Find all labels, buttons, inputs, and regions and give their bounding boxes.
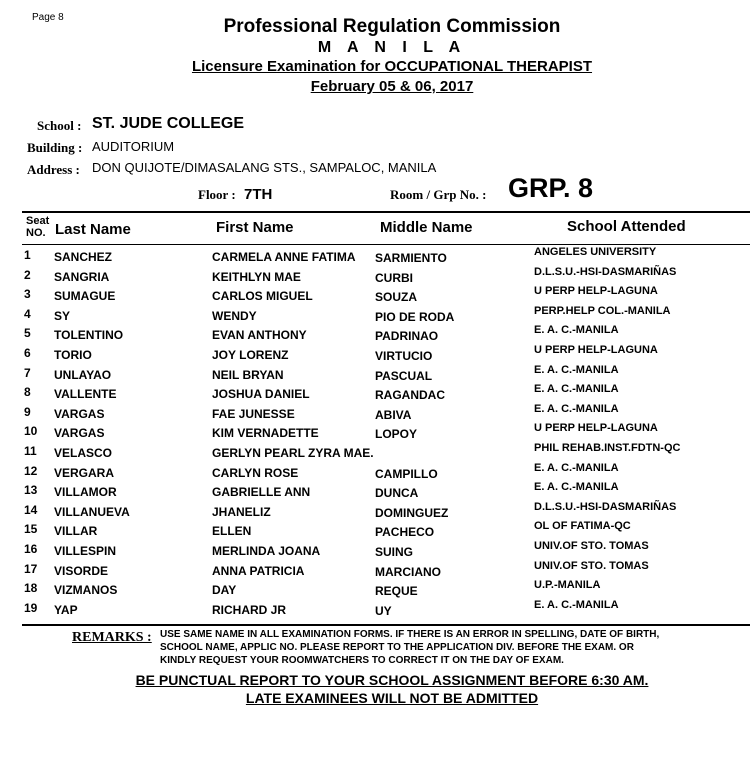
address-label: Address : xyxy=(27,162,80,177)
middle-name: PIO DE RODA xyxy=(375,309,455,324)
middle-name: DUNCA xyxy=(375,486,419,501)
seat-number: 2 xyxy=(24,267,31,282)
middle-name: PACHECO xyxy=(375,525,435,540)
last-name: VILLAR xyxy=(54,524,98,539)
punctuality-notice: BE PUNCTUAL REPORT TO YOUR SCHOOL ASSIGNMENT BEFORE 6:30 AM. xyxy=(135,672,649,688)
table-row xyxy=(0,363,750,386)
school-attended: PHIL REHAB.INST.FDTN-QC xyxy=(534,442,681,454)
seat-number: 15 xyxy=(24,522,38,537)
header-last-name: Last Name xyxy=(55,221,131,238)
school-attended: ANGELES UNIVERSITY xyxy=(534,246,657,258)
late-examinee-notice: LATE EXAMINEES WILL NOT BE ADMITTED xyxy=(245,690,539,706)
school-value: ST. JUDE COLLEGE xyxy=(92,115,245,132)
table-row xyxy=(0,581,750,601)
first-name: DAY xyxy=(212,583,237,598)
first-name: ANNA PATRICIA xyxy=(212,563,305,578)
first-name: GERLYN PEARL ZYRA MAE. xyxy=(212,446,374,460)
header-school-attended: School Attended xyxy=(567,218,686,235)
table-top-rule xyxy=(22,211,750,213)
first-name: FAE JUNESSE xyxy=(212,406,295,421)
header-seat: Seat NO. xyxy=(26,215,50,239)
building-label: Building : xyxy=(27,140,83,155)
table-row xyxy=(0,598,750,621)
table-row xyxy=(0,346,750,366)
building-value: AUDITORIUM xyxy=(92,139,175,154)
last-name: VIZMANOS xyxy=(54,583,118,598)
last-name: VELASCO xyxy=(54,446,113,460)
exam-title: Licensure Examination for OCCUPATIONAL THERAPIST xyxy=(191,58,593,75)
first-name: EVAN ANTHONY xyxy=(212,328,307,343)
room-label: Room / Grp No. : xyxy=(390,187,487,202)
middle-name: PADRINAO xyxy=(375,329,439,344)
first-name: WENDY xyxy=(212,308,257,323)
table-header-rule xyxy=(22,244,750,245)
last-name: TORIO xyxy=(54,348,92,362)
remarks-line: KINDLY REQUEST YOUR ROOMWATCHERS TO CORRECT IT ON THE DAY OF EXAM. xyxy=(160,655,564,666)
table-row xyxy=(0,461,750,484)
middle-name: VIRTUCIO xyxy=(375,349,433,363)
school-attended: OL OF FATIMA-QC xyxy=(534,520,631,533)
last-name: VARGAS xyxy=(54,426,105,441)
school-attended: U PERP HELP-LAGUNA xyxy=(534,285,658,298)
school-attended: UNIV.OF STO. TOMAS xyxy=(534,540,649,552)
school-attended: D.L.S.U.-HSI-DASMARIÑAS xyxy=(534,500,677,513)
last-name: VILLESPIN xyxy=(54,544,117,558)
seat-number: 5 xyxy=(24,326,31,341)
middle-name: ABIVA xyxy=(375,407,412,422)
last-name: VILLAMOR xyxy=(54,485,117,500)
seat-number: 8 xyxy=(24,385,31,400)
school-attended: E. A. C.-MANILA xyxy=(534,481,619,494)
last-name: SUMAGUE xyxy=(54,289,116,304)
seat-number: 12 xyxy=(24,463,38,478)
middle-name: RAGANDAC xyxy=(375,388,445,403)
last-name: VISORDE xyxy=(54,563,109,578)
seat-number: 14 xyxy=(24,502,38,517)
first-name: JOSHUA DANIEL xyxy=(212,387,310,402)
address-value: DON QUIJOTE/DIMASALANG STS., SAMPALOC, MANILA xyxy=(92,160,437,175)
remarks-line: SCHOOL NAME, APPLIC NO. PLEASE REPORT TO THE APPLICATION DIV. BEFORE THE EXAM. OR xyxy=(160,642,634,653)
last-name: VERGARA xyxy=(54,465,115,480)
header-middle-name: Middle Name xyxy=(380,219,473,236)
school-attended: E. A. C.-MANILA xyxy=(534,383,619,396)
school-attended: PERP.HELP COL.-MANILA xyxy=(534,304,671,317)
seat-number: 3 xyxy=(24,287,31,302)
organization-title: Professional Regulation Commission xyxy=(223,16,561,37)
middle-name: CURBI xyxy=(375,270,413,285)
last-name: SANCHEZ xyxy=(54,250,113,264)
seat-number: 10 xyxy=(24,424,38,439)
seat-number: 19 xyxy=(24,600,38,615)
first-name: CARLOS MIGUEL xyxy=(212,289,313,304)
first-name: GABRIELLE ANN xyxy=(212,485,311,500)
last-name: UNLAYAO xyxy=(54,367,112,382)
seat-number: 18 xyxy=(24,581,38,596)
first-name: KEITHLYN MAE xyxy=(212,269,301,284)
middle-name: SOUZA xyxy=(375,290,417,305)
school-attended: D.L.S.U.-HSI-DASMARIÑAS xyxy=(534,265,677,278)
table-row xyxy=(0,559,750,582)
seat-number: 16 xyxy=(24,542,38,556)
first-name: CARLYN ROSE xyxy=(212,465,299,480)
exam-date: February 05 & 06, 2017 xyxy=(310,78,474,95)
first-name: JOY LORENZ xyxy=(212,348,289,362)
seat-number: 11 xyxy=(24,444,37,458)
first-name: NEIL BRYAN xyxy=(212,367,284,382)
last-name: SY xyxy=(54,308,71,323)
seat-number: 9 xyxy=(24,404,31,419)
floor-label: Floor : xyxy=(198,187,236,202)
middle-name: UY xyxy=(375,603,392,618)
school-attended: UNIV.OF STO. TOMAS xyxy=(534,559,649,572)
last-name: VARGAS xyxy=(54,406,105,421)
school-attended: U.P.-MANILA xyxy=(534,579,601,592)
last-name: YAP xyxy=(54,602,78,617)
school-attended: E. A. C.-MANILA xyxy=(534,598,619,611)
school-attended: E. A. C.-MANILA xyxy=(534,363,619,376)
first-name: JHANELIZ xyxy=(212,504,271,519)
middle-name: DOMINGUEZ xyxy=(375,505,449,520)
table-row xyxy=(0,304,750,327)
middle-name: MARCIANO xyxy=(375,564,441,579)
first-name: RICHARD JR xyxy=(212,602,287,617)
seat-number: 4 xyxy=(24,306,31,321)
remarks-line: USE SAME NAME IN ALL EXAMINATION FORMS. IF THERE IS AN ERROR IN SPELLING, DATE OF BIRTH, xyxy=(160,629,660,640)
school-attended: U PERP HELP-LAGUNA xyxy=(534,422,658,435)
middle-name: LOPOY xyxy=(375,427,418,442)
middle-name: CAMPILLO xyxy=(375,466,438,481)
first-name: KIM VERNADETTE xyxy=(212,426,319,441)
middle-name: REQUE xyxy=(375,584,418,599)
room-value: GRP. 8 xyxy=(508,173,594,203)
last-name: VALLENTE xyxy=(54,387,117,402)
first-name: ELLEN xyxy=(212,524,252,539)
table-row xyxy=(0,385,750,405)
middle-name: SARMIENTO xyxy=(375,251,447,265)
middle-name: PASCUAL xyxy=(375,368,433,383)
middle-name: SUING xyxy=(375,545,414,559)
last-name: VILLANUEVA xyxy=(54,504,130,519)
school-label: School : xyxy=(37,118,82,133)
school-attended: E. A. C.-MANILA xyxy=(534,402,619,415)
city-title: M A N I L A xyxy=(317,39,467,56)
table-bottom-rule xyxy=(22,624,750,626)
seat-number: 1 xyxy=(24,248,31,262)
seat-number: 17 xyxy=(24,561,38,576)
table-row xyxy=(0,444,750,464)
school-attended: E. A. C.-MANILA xyxy=(534,324,619,337)
seat-number: 6 xyxy=(24,346,31,360)
seat-number: 13 xyxy=(24,483,38,498)
seat-number: 7 xyxy=(24,365,31,380)
last-name: SANGRIA xyxy=(54,269,110,284)
floor-value: 7TH xyxy=(244,186,273,203)
school-attended: E. A. C.-MANILA xyxy=(534,461,619,474)
first-name: CARMELA ANNE FATIMA xyxy=(212,250,356,264)
school-attended: U PERP HELP-LAGUNA xyxy=(534,344,658,356)
remarks-label: REMARKS : xyxy=(72,630,152,645)
page-number-label: Page 8 xyxy=(32,12,64,23)
header-first-name: First Name xyxy=(216,219,294,236)
table-row xyxy=(0,500,750,523)
first-name: MERLINDA JOANA xyxy=(212,544,321,558)
last-name: TOLENTINO xyxy=(54,328,124,343)
